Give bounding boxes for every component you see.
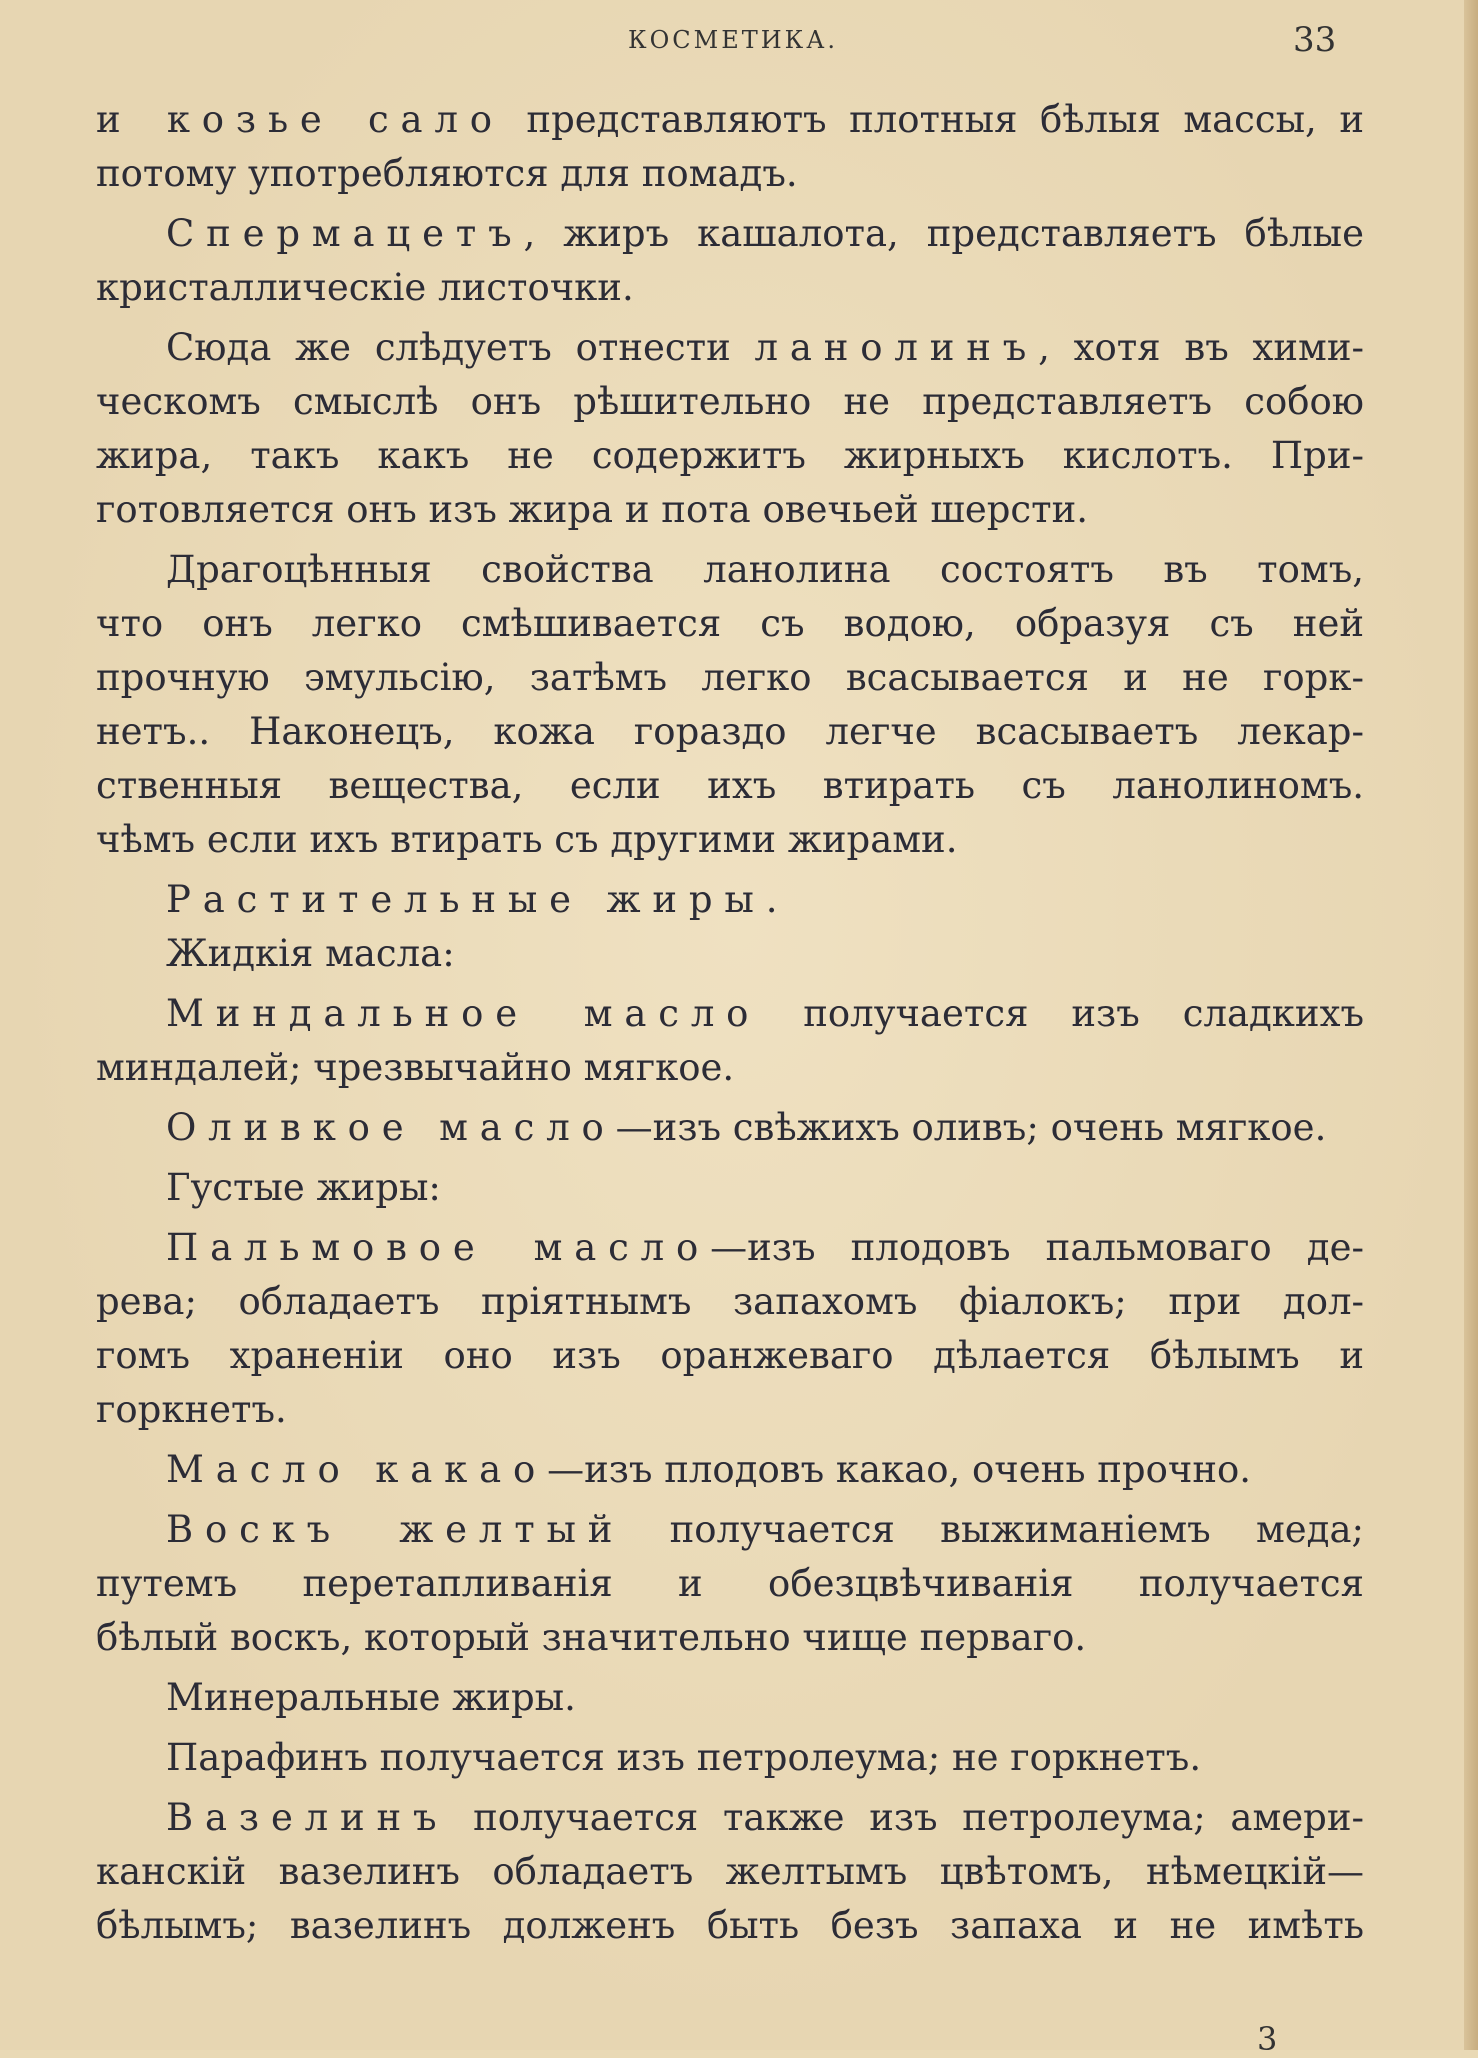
page-number: 33 <box>1293 20 1337 60</box>
spaced-term: и козье сало <box>96 98 504 141</box>
text-run: представляютъ плотныя бѣлыя массы, и <box>503 98 1364 141</box>
text-line <box>166 1104 1326 1152</box>
text-run: рева; обладаетъ пріятнымъ запахомъ фіалокъ; при дол- <box>96 1280 1364 1323</box>
text-line <box>166 546 1364 594</box>
text-run: канскій вазелинъ обладаетъ желтымъ цвѣтомъ, нѣмецкій— <box>96 1850 1364 1893</box>
text-run: готовляется онъ изъ жира и пота овечьей шерсти. <box>96 488 1089 531</box>
text-run: путемъ перетапливанія и обезцвѣчиванія получается <box>96 1562 1364 1605</box>
text-run: Жидкія масла: <box>166 932 455 975</box>
text-line <box>96 96 1364 144</box>
text-line <box>96 762 1364 810</box>
text-run: —изъ свѣжихъ оливъ; очень мягкое. <box>615 1106 1327 1149</box>
text-line <box>96 1332 1364 1380</box>
text-line <box>166 876 777 924</box>
text-run: Сюда же слѣдуетъ отнести <box>166 326 755 369</box>
text-run: . <box>765 878 778 921</box>
text-line <box>96 1278 1364 1326</box>
text-run: кристаллическіе листочки. <box>96 266 634 309</box>
text-run: бѣлый воскъ, который значительно чище перваго. <box>96 1616 1087 1659</box>
text-run: , хотя въ хими- <box>1038 326 1364 369</box>
text-line <box>166 1446 1251 1494</box>
spaced-term: Масло какао <box>166 1448 548 1491</box>
text-line <box>96 1902 1364 1950</box>
text-line <box>166 324 1364 372</box>
text-run: Парафинъ <box>166 1736 368 1779</box>
text-run: ческомъ смыслѣ онъ рѣшительно не представляетъ собою <box>96 380 1364 423</box>
text-run: потому употребляются для помадъ. <box>96 152 798 195</box>
text-run: получается также изъ петролеума; амери- <box>448 1796 1364 1839</box>
text-line <box>166 1674 576 1722</box>
running-head: КОСМЕТИКА. <box>628 26 839 54</box>
spaced-term: Спермацетъ <box>166 212 524 255</box>
spaced-term: Пальмовое масло <box>166 1226 711 1269</box>
text-line <box>96 378 1364 426</box>
text-line <box>166 1506 1364 1554</box>
text-run: ственныя вещества, если ихъ втирать съ ланолиномъ. <box>96 764 1364 807</box>
text-run: —изъ плодовъ пальмоваго де- <box>710 1226 1364 1269</box>
text-line <box>96 1044 734 1092</box>
text-run: что онъ легко смѣшивается съ водою, образуя съ ней <box>96 602 1364 645</box>
text-line <box>96 150 798 198</box>
text-run: , жиръ кашалота, представляетъ бѣлые <box>523 212 1364 255</box>
spaced-term: ланолинъ <box>754 326 1039 369</box>
signature-mark: 3 <box>1257 2020 1278 2058</box>
text-run: бѣлымъ; вазелинъ долженъ быть безъ запаха и не имѣть <box>96 1904 1364 1947</box>
text-run: прочную эмульсію, затѣмъ легко всасывается и не горк- <box>96 656 1364 699</box>
text-line <box>166 210 1364 258</box>
spaced-term: Миндальное масло <box>166 992 761 1035</box>
text-run: жира, такъ какъ не содержитъ жирныхъ кислотъ. При- <box>96 434 1364 477</box>
text-line <box>166 1794 1364 1842</box>
text-line <box>96 654 1364 702</box>
text-run: получается изъ сладкихъ <box>760 992 1364 1035</box>
text-line <box>166 1164 441 1212</box>
text-run: гомъ храненіи оно изъ оранжеваго дѣлается бѣлымъ и <box>96 1334 1364 1377</box>
text-run: чѣмъ если ихъ втирать съ другими жирами. <box>96 818 958 861</box>
text-line <box>96 1848 1364 1896</box>
text-run: получается выжиманіемъ меда; <box>624 1508 1364 1551</box>
text-line <box>96 816 957 864</box>
text-line <box>96 432 1364 480</box>
text-run: —изъ плодовъ какао, очень прочно. <box>547 1448 1252 1491</box>
text-run: нетъ.. Наконецъ, кожа гораздо легче всасываетъ лекар- <box>96 710 1364 753</box>
text-line <box>96 264 634 312</box>
text-run: Драгоцѣнныя свойства ланолина состоятъ въ томъ, <box>166 548 1364 591</box>
text-line <box>96 486 1088 534</box>
text-run: Минеральные жиры. <box>166 1676 576 1719</box>
spaced-term: Растительные жиры <box>166 878 766 921</box>
text-line <box>166 990 1364 1038</box>
text-line <box>96 1386 287 1434</box>
text-run: миндалей; чрезвычайно мягкое. <box>96 1046 735 1089</box>
spaced-term: Воскъ желтый <box>166 1508 625 1551</box>
text-run: Густые жиры: <box>166 1166 441 1209</box>
spaced-term: Оливкое масло <box>166 1106 616 1149</box>
text-run: горкнетъ. <box>96 1388 287 1431</box>
text-line <box>96 1614 1086 1662</box>
text-line <box>96 708 1364 756</box>
text-line <box>166 1224 1364 1272</box>
text-line <box>166 1734 1201 1782</box>
spaced-term: Вазелинъ <box>166 1796 449 1839</box>
text-line <box>166 930 455 978</box>
text-line <box>96 1560 1364 1608</box>
text-line <box>96 600 1364 648</box>
text-run: получается изъ петролеума; не горкнетъ. <box>367 1736 1202 1779</box>
